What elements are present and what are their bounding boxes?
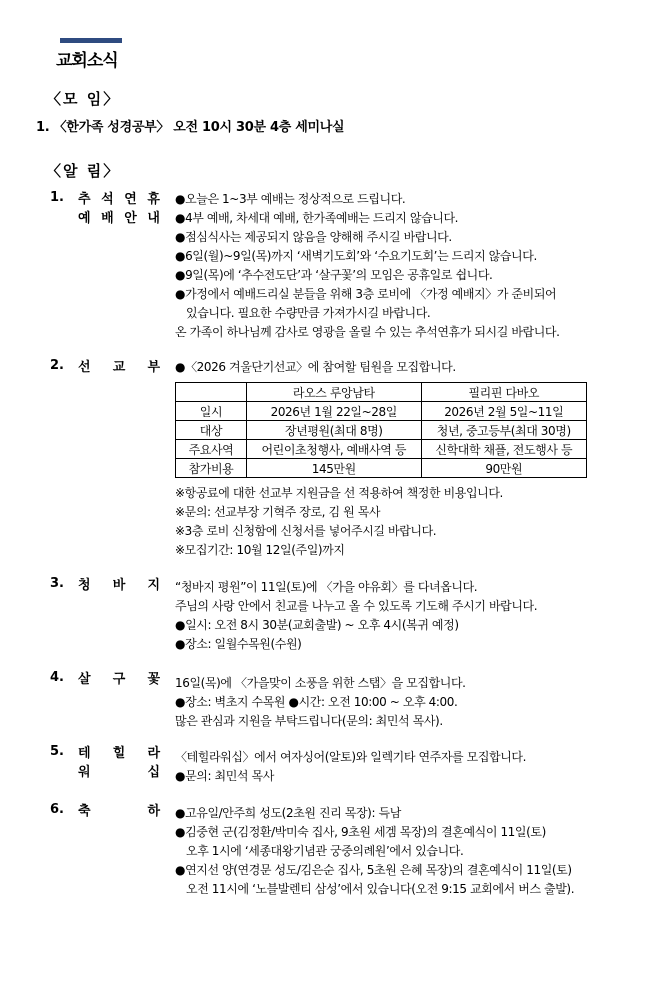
table-header-cell [176, 383, 247, 402]
table-cell: 어린이초청행사, 예배사역 등 [247, 440, 422, 459]
label-line: 추 석 연 휴 [78, 192, 160, 207]
section-number: 5. [50, 744, 64, 759]
label-line: 축 하 [78, 804, 160, 819]
notice-line: 온 가족이 하나님께 감사로 영광을 올릴 수 있는 추석연휴가 되시길 바랍니다. [175, 325, 560, 339]
notice-line: ●김중현 군(김정환/박미숙 집사, 9초원 세겜 목장)의 결혼예식이 11일(토) [175, 825, 546, 839]
notice-line: 16일(목)에 〈가을맞이 소풍을 위한 스탭〉을 모집합니다. [175, 676, 466, 690]
notice-line: 많은 관심과 지원을 부탁드립니다(문의: 최민석 목사). [175, 714, 443, 728]
table-cell: 청년, 중고등부(최대 30명) [421, 421, 586, 440]
table-cell: 신학대학 채플, 전도행사 등 [421, 440, 586, 459]
table-cell: 주요사역 [176, 440, 247, 459]
section-notes [175, 484, 595, 560]
table-header-cell: 라오스 루앙남타 [247, 383, 422, 402]
notice-line: 있습니다. 필요한 수량만큼 가져가시길 바랍니다. [186, 306, 431, 320]
table-row [176, 440, 587, 459]
section-body [175, 578, 595, 654]
notice-line: ●4부 예배, 차세대 예배, 한가족예배는 드리지 않습니다. [175, 211, 459, 225]
notice-line: ※항공료에 대한 선교부 지원금을 선 적용하여 책정한 비용입니다. [175, 486, 503, 500]
notice-line: ●연지선 양(연경문 성도/김은순 집사, 5초원 은혜 목장)의 결혼예식이 11일(토) [175, 863, 572, 877]
section-intro [175, 358, 595, 377]
notice-line: 〈테힐라워십〉에서 여자싱어(알토)와 일렉기타 연주자를 모집합니다. [175, 750, 527, 764]
section-number: 1. [50, 190, 64, 205]
section-body [175, 190, 595, 342]
meeting-item: 1. 〈한가족 성경공부〉 오전 10시 30분 4층 세미나실 [36, 120, 345, 135]
page-title: 교회소식 [56, 51, 118, 71]
notice-line: ※3층 로비 신청함에 신청서를 넣어주시길 바랍니다. [175, 524, 437, 538]
section-label [78, 670, 160, 689]
section-label [78, 744, 160, 782]
table-cell: 참가비용 [176, 459, 247, 478]
table-cell: 장년평원(최대 8명) [247, 421, 422, 440]
notice-line: ●9일(목)에 ‘추수전도단’과 ‘살구꽃’의 모임은 공휴일로 쉽니다. [175, 268, 493, 282]
label-line: 예 배 안 내 [78, 211, 160, 226]
section-number: 6. [50, 802, 64, 817]
section-label [78, 802, 160, 821]
label-line: 청 바 지 [78, 578, 160, 593]
table-cell: 대상 [176, 421, 247, 440]
notice-line: ●장소: 일월수목원(수원) [175, 637, 302, 651]
table-cell: 2026년 2월 5일~11일 [421, 402, 586, 421]
header-accent-bar [60, 38, 122, 43]
table-header-cell: 필리핀 다바오 [421, 383, 586, 402]
table-cell: 일시 [176, 402, 247, 421]
label-line: 선 교 부 [78, 360, 160, 375]
section-label [78, 358, 160, 377]
notice-line: ●오늘은 1~3부 예배는 정상적으로 드립니다. [175, 192, 406, 206]
label-line: 살 구 꽃 [78, 672, 160, 687]
notice-line: ※모집기간: 10월 12일(주일)까지 [175, 543, 345, 557]
notice-line: 오전 11시에 ‘노블발렌티 삼성’에서 있습니다(오전 9:15 교회에서 버스 출발). [186, 882, 575, 896]
notice-line: ●가정에서 예배드리실 분들을 위해 3층 로비에 〈가정 예배지〉가 준비되어 [175, 287, 557, 301]
table-row [176, 402, 587, 421]
section-number: 3. [50, 576, 64, 591]
notice-line: “청바지 평원”이 11일(토)에 〈가을 야유회〉를 다녀옵니다. [175, 580, 478, 594]
notice-line: 주님의 사랑 안에서 친교를 나누고 올 수 있도록 기도해 주시기 바랍니다. [175, 599, 538, 613]
section-body [175, 804, 595, 899]
notice-line: ※문의: 선교부장 기혁주 장로, 김 원 목사 [175, 505, 381, 519]
label-line: 워 십 [78, 765, 160, 780]
section-body [175, 674, 595, 731]
notice-line: ●일시: 오전 8시 30분(교회출발) ~ 오후 4시(복귀 예정) [175, 618, 459, 632]
meetings-heading: 〈모 임〉 [46, 90, 121, 108]
notice-line: ●점심식사는 제공되지 않음을 양해해 주시길 바랍니다. [175, 230, 452, 244]
notice-line: ●장소: 벽초지 수목원 ●시간: 오전 10:00 ~ 오후 4:00. [175, 695, 458, 709]
section-label [78, 190, 160, 228]
table-cell: 90만원 [421, 459, 586, 478]
section-label [78, 576, 160, 595]
label-line: 테 힐 라 [78, 746, 160, 761]
notice-line: ●고유일/안주희 성도(2초원 진리 목장): 득남 [175, 806, 401, 820]
notice-line: ●문의: 최민석 목사 [175, 769, 274, 783]
section-number: 4. [50, 670, 64, 685]
table-cell: 2026년 1월 22일~28일 [247, 402, 422, 421]
table-row [176, 421, 587, 440]
mission-schedule-table [175, 382, 587, 478]
notices-heading: 〈알 림〉 [46, 162, 121, 180]
notice-line: 오후 1시에 ‘세종대왕기념관 궁중의례원’에서 있습니다. [186, 844, 464, 858]
table-cell: 145만원 [247, 459, 422, 478]
notice-line: ●〈2026 겨울단기선교〉에 참여할 팀원을 모집합니다. [175, 360, 456, 374]
table-header-row [176, 383, 587, 402]
section-body [175, 748, 595, 786]
notice-line: ●6일(월)~9일(목)까지 ‘새벽기도회’와 ‘수요기도회’는 드리지 않습니다. [175, 249, 537, 263]
table-row [176, 459, 587, 478]
section-number: 2. [50, 358, 64, 373]
